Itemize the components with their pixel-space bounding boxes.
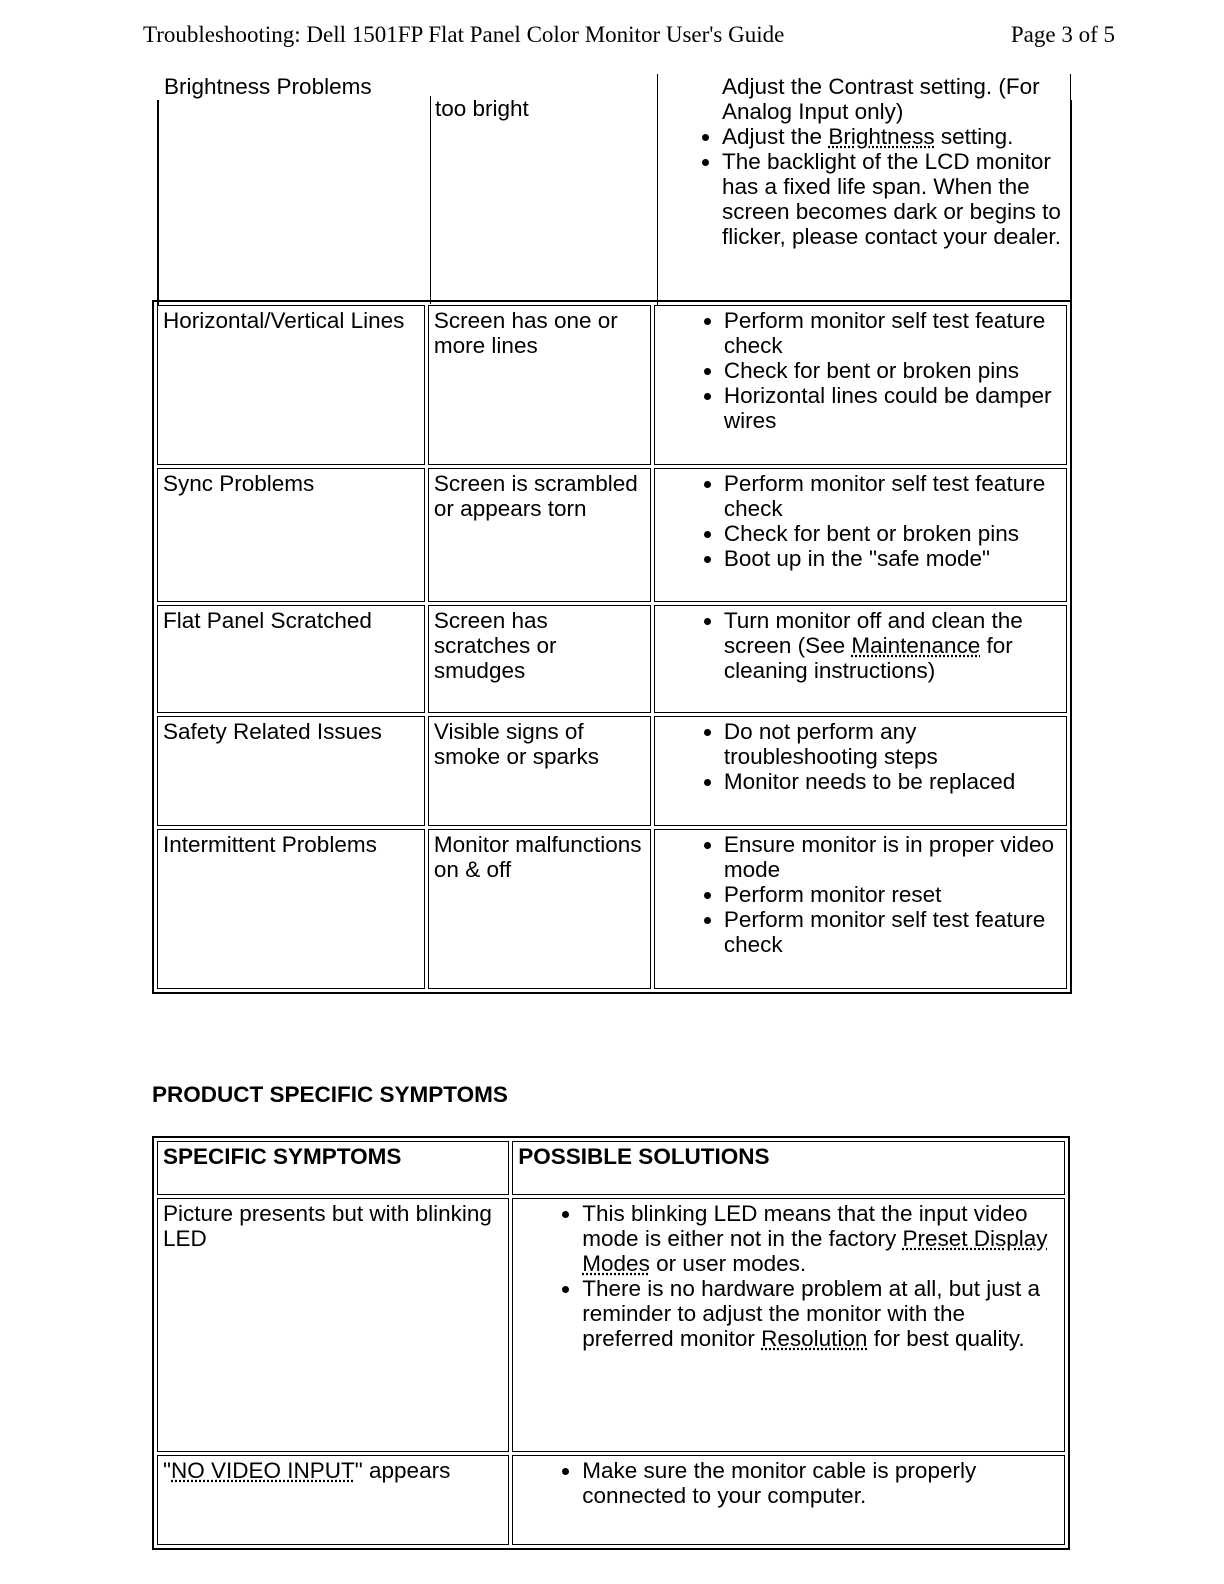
solution-text: Adjust the Contrast setting. (For Analog Input only): [722, 74, 1040, 124]
table-row: [157, 605, 1067, 713]
table-row: [157, 829, 1067, 989]
problem-cell: Screen has one or more lines: [428, 305, 651, 465]
solutions-cell: [654, 468, 1067, 602]
solution-item: • Do not perform any troubleshooting steps: [724, 719, 1061, 769]
document-title: Troubleshooting: Dell 1501FP Flat Panel Color Monitor User's Guide: [143, 22, 785, 47]
solution-item: • Horizontal lines could be damper wires: [724, 383, 1061, 433]
solution-item: • The backlight of the LCD monitor has a fixed life span. When the screen becomes dark or begins to flicker, please contact your dealer.: [722, 149, 1070, 249]
symptom-cell: Flat Panel Scratched: [157, 605, 425, 713]
symptom-cell: Picture presents but with blinking LED: [157, 1198, 509, 1452]
column-header-solutions: POSSIBLE SOLUTIONS: [512, 1141, 1065, 1195]
table-row: [157, 1455, 1065, 1545]
solution-item: • Turn monitor off and clean the screen (See Maintenance for cleaning instructions): [724, 608, 1061, 683]
brightness-link[interactable]: Brightness: [828, 124, 935, 149]
solution-list: [658, 124, 1070, 249]
symptom-cell: "NO VIDEO INPUT" appears: [157, 1455, 509, 1545]
solutions-cell: [654, 829, 1067, 989]
solution-item: • Ensure monitor is in proper video mode: [724, 832, 1061, 882]
solutions-cell: [512, 1455, 1065, 1545]
page-number: Page 3 of 5: [1010, 22, 1115, 47]
solutions-cell: [512, 1198, 1065, 1452]
solution-item: • Make sure the monitor cable is properly connected to your computer.: [582, 1458, 1059, 1508]
solutions-brightness: [657, 74, 1071, 306]
page-header: [143, 22, 1115, 48]
solutions-cell: [654, 716, 1067, 826]
troubleshooting-table: [152, 300, 1072, 994]
solution-item: • Adjust the Brightness setting.: [722, 124, 1070, 149]
no-video-input-link[interactable]: NO VIDEO INPUT: [171, 1458, 355, 1483]
column-header-symptoms: SPECIFIC SYMPTOMS: [157, 1141, 509, 1195]
header-row: [157, 1141, 1065, 1195]
preset-display-modes-link[interactable]: Preset Display Modes: [582, 1226, 1048, 1276]
table-row: [157, 305, 1067, 465]
solution-item: • Perform monitor self test feature check: [724, 907, 1061, 957]
table-row: [157, 468, 1067, 602]
resolution-link[interactable]: Resolution: [761, 1326, 868, 1351]
solution-item: • Check for bent or broken pins: [724, 521, 1061, 546]
table-border-left: [157, 100, 159, 306]
solution-item: • Monitor needs to be replaced: [724, 769, 1061, 794]
problem-cell: Screen has scratches or smudges: [428, 605, 651, 713]
solution-item: • Boot up in the "safe mode": [724, 546, 1061, 571]
problem-cell: Monitor malfunctions on & off: [428, 829, 651, 989]
solutions-cell: [654, 305, 1067, 465]
solution-item: • This blinking LED means that the input video mode is either not in the factory Preset Display Modes or user modes.: [582, 1201, 1059, 1276]
solution-item: • Check for bent or broken pins: [724, 358, 1061, 383]
product-symptoms-table: [152, 1136, 1070, 1550]
maintenance-link[interactable]: Maintenance: [851, 633, 981, 658]
table-row: [157, 1198, 1065, 1452]
problem-cell: Screen is scrambled or appears torn: [428, 468, 651, 602]
symptom-cell: Safety Related Issues: [157, 716, 425, 826]
solution-item: • Perform monitor reset: [724, 882, 1061, 907]
symptom-brightness: Brightness Problems: [164, 74, 372, 99]
symptom-cell: Sync Problems: [157, 468, 425, 602]
solution-item: • Perform monitor self test feature check: [724, 471, 1061, 521]
symptom-cell: Horizontal/Vertical Lines: [157, 305, 425, 465]
problem-cell: Visible signs of smoke or sparks: [428, 716, 651, 826]
section-heading: PRODUCT SPECIFIC SYMPTOMS: [152, 1082, 508, 1107]
solutions-cell: [654, 605, 1067, 713]
table-row: [157, 716, 1067, 826]
problem-brightness: too bright: [430, 96, 659, 304]
symptom-cell: Intermittent Problems: [157, 829, 425, 989]
solution-item: • There is no hardware problem at all, but just a reminder to adjust the monitor with the preferred monitor Resolution for best quality.: [582, 1276, 1059, 1351]
solution-item: • Perform monitor self test feature check: [724, 308, 1061, 358]
